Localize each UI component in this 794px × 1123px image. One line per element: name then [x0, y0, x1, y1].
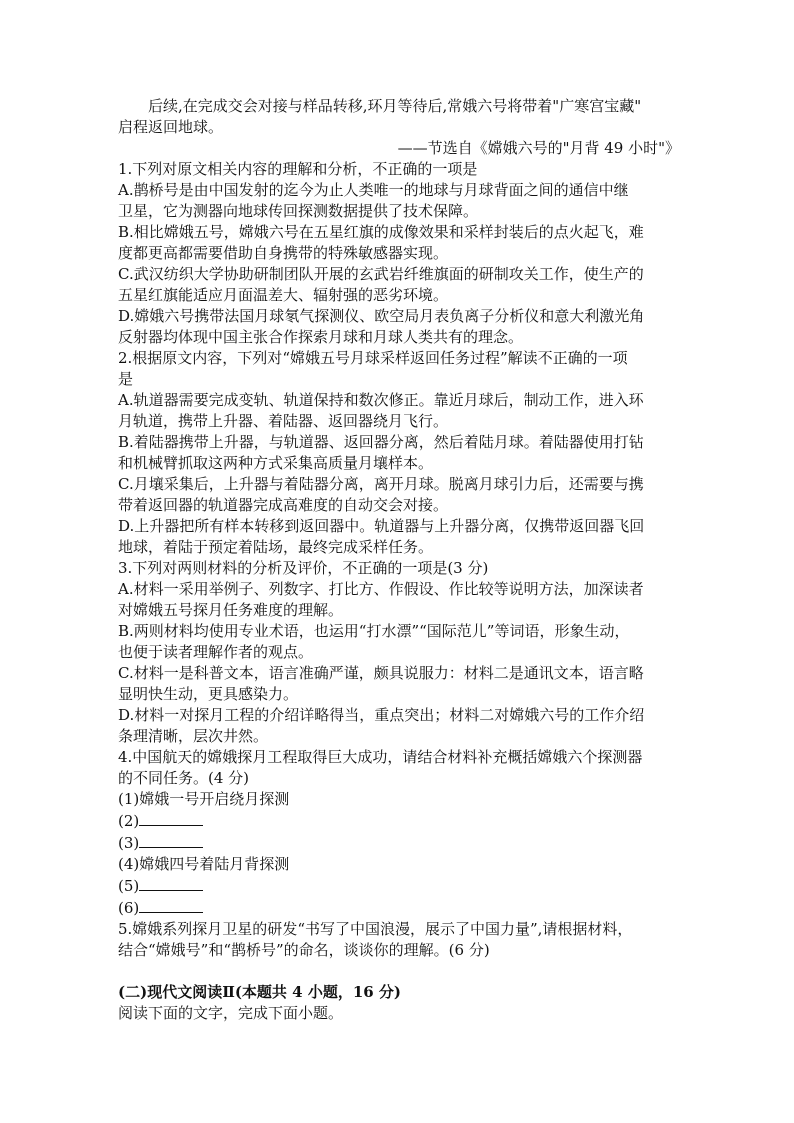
document-page — [118, 96, 680, 1024]
question-3-option-b: 也便于读者理解作者的观点。 — [118, 643, 314, 661]
question-2-option-d: D.上升器把所有样本转移到返回器中。轨道器与上升器分离，仅携带返回器飞回 — [118, 517, 645, 535]
item-number: (3) — [118, 834, 140, 852]
question-1-option-b: 度都更高都需要借助自身携带的特殊敏感器实现。 — [118, 244, 449, 262]
question-2-stem: 2.根据原文内容，下列对“嫦娥五号月球采样返回任务过程”解读不正确的一项 — [118, 349, 628, 367]
answer-blank[interactable] — [139, 897, 203, 913]
question-4-item-2 — [118, 810, 680, 832]
source-citation: ——节选自《嫦娥六号的"月背 49 小时"》 — [397, 139, 680, 157]
question-1-option-a: A.鹊桥号是由中国发射的迄今为止人类唯一的地球与月球背面之间的通信中继 — [118, 181, 629, 199]
question-2-option-b: B.着陆器携带上升器，与轨道器、返回器分离，然后着陆月球。着陆器使用打钻 — [118, 433, 644, 451]
question-3-stem: 3.下列对两则材料的分析及评价，不正确的一项是(3 分) — [118, 559, 489, 577]
question-4-item-4: (4)嫦娥四号着陆月背探测 — [118, 855, 290, 873]
question-5-stem: 5.嫦娥系列探月卫星的研发“书写了中国浪漫，展示了中国力量”,请根据材料， — [118, 920, 633, 938]
answer-blank[interactable] — [139, 832, 203, 848]
question-4-item-6 — [118, 897, 680, 919]
question-1-option-d: D.嫦娥六号携带法国月球氡气探测仪、欧空局月表负离子分析仪和意大利激光角 — [118, 307, 645, 325]
question-2-option-a: 月轨道，携带上升器、着陆器、返回器绕月飞行。 — [118, 412, 449, 430]
question-3-option-c: C.材料一是科普文本，语言准确严谨，颇具说服力：材料二是通讯文本，语言略 — [118, 664, 644, 682]
question-2-option-b: 和机械臂抓取这两种方式采集高质量月壤样本。 — [118, 454, 434, 472]
intro-paragraph-line: 启程返回地球。 — [118, 118, 224, 136]
question-1-option-b: B.相比嫦娥五号，嫦娥六号在五星红旗的成像效果和采样封装后的点火起飞，难 — [118, 223, 644, 241]
question-3-option-a: A.材料一采用举例子、列数字、打比方、作假设、作比较等说明方法，加深读者 — [118, 580, 644, 598]
question-5-stem: 结合“嫦娥号”和“鹊桥号”的命名，谈谈你的理解。(6 分) — [118, 941, 490, 959]
question-2-option-c: C.月壤采集后，上升器与着陆器分离，离开月球。脱离月球引力后，还需要与携 — [118, 475, 644, 493]
item-number: (6) — [118, 899, 140, 917]
intro-paragraph-line: 后续,在完成交会对接与样品转移,环月等待后,常娥六号将带着"广寒宫宝藏" — [148, 97, 642, 115]
question-3-option-c: 显明快生动，更具感染力。 — [118, 685, 299, 703]
question-2-stem: 是 — [118, 370, 134, 388]
spacer — [118, 961, 680, 982]
question-4-item-3 — [118, 832, 680, 854]
item-number: (5) — [118, 877, 140, 895]
question-1-option-c: C.武汉纺织大学协助研制团队开展的玄武岩纤维旗面的研制攻关工作，使生产的 — [118, 265, 644, 283]
question-3-option-d: 条理清晰，层次井然。 — [118, 727, 269, 745]
question-3-option-a: 对嫦娥五号探月任务难度的理解。 — [118, 601, 344, 619]
question-2-option-d: 地球，着陆于预定着陆场，最终完成采样任务。 — [118, 538, 434, 556]
question-1-option-a: 卫星，它为测器向地球传回探测数据提供了技术保障。 — [118, 202, 479, 220]
answer-blank[interactable] — [139, 875, 203, 891]
question-3-option-b: B.两则材料均使用专业术语，也运用“打水漂”“国际范儿”等词语，形象生动， — [118, 622, 630, 640]
question-2-option-a: A.轨道器需要完成变轨、轨道保持和数次修正。靠近月球后，制动工作，进入环 — [118, 391, 644, 409]
item-number: (2) — [118, 812, 140, 830]
question-1-stem: 1.下列对原文相关内容的理解和分析，不正确的一项是 — [118, 160, 478, 178]
section-heading: (二)现代文阅读Ⅱ(本题共 4 小题，16 分) — [118, 983, 402, 1001]
question-1-option-d: 反射器均体现中国主张合作探索月球和月球人类共有的理念。 — [118, 328, 524, 346]
question-4-item-1: (1)嫦娥一号开启绕月探测 — [118, 790, 290, 808]
question-4-item-5 — [118, 875, 680, 897]
question-4-stem: 的不同任务。(4 分) — [118, 769, 250, 787]
question-3-option-d: D.材料一对探月工程的介绍详略得当，重点突出；材料二对嫦娥六号的工作介绍 — [118, 706, 645, 724]
section-instruction: 阅读下面的文字，完成下面小题。 — [118, 1004, 344, 1022]
answer-blank[interactable] — [139, 810, 203, 826]
question-2-option-c: 带着返回器的轨道器完成高难度的自动交会对接。 — [118, 496, 449, 514]
question-1-option-c: 五星红旗能适应月面温差大、辐射强的恶劣环境。 — [118, 286, 449, 304]
question-4-stem: 4.中国航天的嫦娥探月工程取得巨大成功，请结合材料补充概括嫦娥六个探测器 — [118, 748, 643, 766]
